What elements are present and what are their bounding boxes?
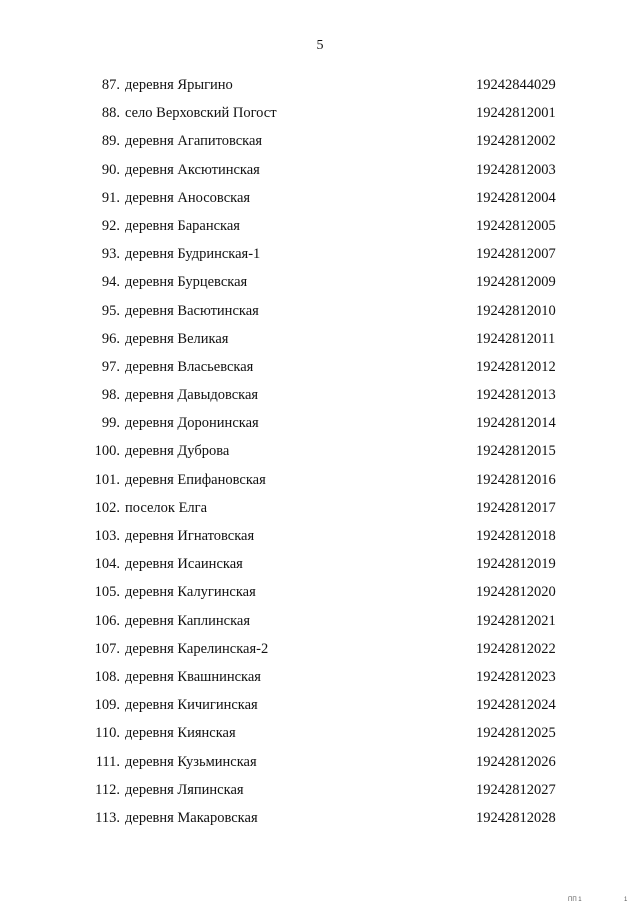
item-name: деревня Давыдовская (125, 387, 259, 404)
item-number: 88. (101, 105, 120, 122)
item-number: 95. (101, 302, 120, 319)
list-item (0, 497, 640, 525)
list-item (0, 610, 640, 638)
list-item (0, 328, 640, 356)
list-item (0, 525, 640, 553)
item-name: деревня Исаинская (125, 556, 243, 573)
item-name: деревня Дуброва (125, 443, 230, 460)
list-item (0, 159, 640, 187)
list-item (0, 243, 640, 271)
item-name: деревня Аносовская (125, 189, 251, 206)
list-item (0, 581, 640, 609)
item-name: деревня Игнатовская (125, 528, 255, 544)
item-name: село Верховский Погост (125, 105, 277, 122)
item-number: 110. (95, 725, 120, 742)
item-name: деревня Будринская-1 (125, 246, 261, 263)
item-code: 19242812024 (476, 697, 556, 714)
item-number: 106. (94, 612, 120, 629)
item-number: 99. (101, 415, 120, 432)
item-name: деревня Великая (125, 330, 229, 347)
item-name: деревня Епифановская (125, 471, 266, 488)
list-item (0, 666, 640, 694)
item-code: 19242812025 (476, 725, 556, 742)
item-name: деревня Баранская (125, 217, 240, 234)
list-item (0, 553, 640, 581)
item-code: 19242812001 (476, 105, 556, 122)
item-number: 92. (101, 217, 120, 234)
item-code: 19242844029 (476, 77, 556, 93)
list-item (0, 300, 640, 328)
item-name: деревня Ярыгино (125, 77, 233, 93)
item-number: 90. (101, 161, 120, 178)
item-name: поселок Елга (125, 499, 208, 516)
list-item (0, 807, 640, 835)
item-number: 98. (101, 387, 120, 404)
list-item (0, 384, 640, 412)
item-number: 101. (94, 471, 120, 488)
item-number: 102. (94, 499, 120, 516)
item-number: 93. (101, 246, 120, 263)
item-name: деревня Доронинская (125, 415, 259, 432)
item-code: 19242812013 (476, 387, 556, 404)
list-item (0, 102, 640, 130)
page-number: 5 (316, 38, 324, 53)
item-name: деревня Ляпинская (125, 781, 244, 798)
item-name: деревня Макаровская (125, 809, 258, 826)
item-number: 113. (95, 809, 120, 826)
list-item (0, 751, 640, 779)
item-code: 19242812016 (476, 471, 556, 488)
item-number: 97. (101, 358, 120, 375)
list-item (0, 74, 640, 102)
item-name: деревня Кичигинская (125, 697, 258, 714)
settlement-list (0, 74, 640, 835)
item-name: деревня Агапитовская (125, 133, 263, 150)
item-name: деревня Квашнинская (125, 668, 261, 685)
item-number: 100. (94, 443, 120, 460)
list-item (0, 187, 640, 215)
item-name: деревня Аксютинская (125, 161, 260, 178)
list-item (0, 722, 640, 750)
list-item (0, 130, 640, 158)
item-number: 107. (94, 640, 120, 657)
item-name: деревня Каплинская (125, 612, 251, 629)
item-number: 108. (94, 668, 120, 685)
item-code: 19242812020 (476, 584, 556, 601)
item-number: 91. (101, 189, 120, 206)
item-name: деревня Калугинская (125, 584, 256, 601)
item-code: 19242812003 (476, 161, 556, 178)
item-code: 19242812007 (476, 246, 556, 263)
item-name: деревня Кузьминская (125, 753, 257, 770)
item-number: 103. (94, 528, 120, 544)
footer-mark: 1 (624, 897, 628, 903)
list-item (0, 469, 640, 497)
item-code: 19242812004 (476, 189, 556, 206)
item-name: деревня Карелинская-2 (125, 640, 269, 657)
item-name: деревня Бурцевская (125, 274, 248, 291)
item-number: 112. (95, 781, 120, 798)
list-item (0, 440, 640, 468)
item-code: 19242812019 (476, 556, 556, 573)
item-code: 19242812021 (476, 612, 556, 629)
item-name: деревня Васютинская (125, 302, 259, 319)
item-code: 19242812002 (476, 133, 556, 150)
item-code: 19242812005 (476, 217, 556, 234)
list-item (0, 412, 640, 440)
list-item (0, 638, 640, 666)
footer-code: ПП 1 (568, 897, 582, 903)
item-number: 104. (94, 556, 120, 573)
item-code: 19242812028 (476, 809, 556, 826)
item-number: 96. (101, 330, 120, 347)
item-name: деревня Киянская (125, 725, 236, 742)
item-code: 19242812018 (476, 528, 556, 544)
item-number: 109. (94, 697, 120, 714)
item-number: 111. (95, 753, 120, 770)
item-code: 19242812022 (476, 640, 556, 657)
item-code: 19242812026 (476, 753, 556, 770)
list-item (0, 779, 640, 807)
item-code: 19242812023 (476, 668, 556, 685)
item-number: 89. (101, 133, 120, 150)
item-code: 19242812011 (476, 330, 556, 347)
item-code: 19242812027 (476, 781, 556, 798)
list-item (0, 694, 640, 722)
item-number: 105. (94, 584, 120, 601)
item-code: 19242812012 (476, 358, 556, 375)
item-name: деревня Власьевская (125, 358, 254, 375)
item-code: 19242812009 (476, 274, 556, 291)
item-code: 19242812010 (476, 302, 556, 319)
item-code: 19242812014 (476, 415, 556, 432)
list-item (0, 271, 640, 299)
item-number: 87. (101, 77, 120, 93)
item-number: 94. (101, 274, 120, 291)
list-item (0, 356, 640, 384)
item-code: 19242812015 (476, 443, 556, 460)
list-item (0, 215, 640, 243)
item-code: 19242812017 (476, 499, 556, 516)
